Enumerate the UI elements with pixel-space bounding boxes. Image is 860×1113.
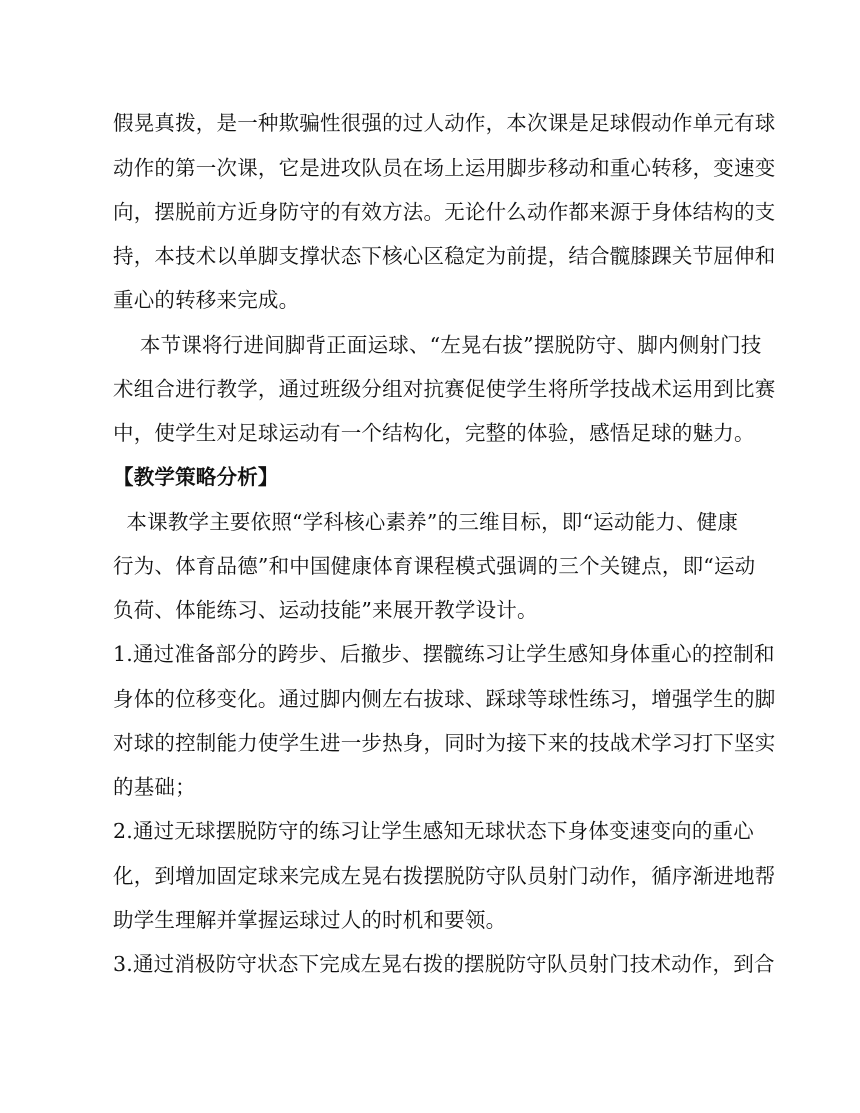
paragraph-line: 向，摆脱前方近身防守的有效方法。无论什么动作都来源于身体结构的支 [113,200,776,224]
paragraph-line: 动作的第一次课，它是进攻队员在场上运用脚步移动和重心转移，变速变 [113,156,776,180]
list-item-line: 身体的位移变化。通过脚内侧左右拔球、踩球等球性练习，增强学生的脚 [113,687,776,711]
paragraph-line: 本节课将行进间脚背正面运球、“左晃右拔”摆脱防守、脚内侧射门技 [113,333,762,357]
list-item-line: 对球的控制能力使学生进一步热身，同时为接下来的技战术学习打下坚实 [113,731,776,755]
paragraph-line: 本课教学主要依照“学科核心素养”的三维目标，即“运动能力、健康 [113,510,739,534]
list-item-line: 助学生理解并掌握运球过人的时机和要领。 [113,908,507,932]
list-item-line: 1.通过准备部分的跨步、后撤步、摆髋练习让学生感知身体重心的控制和 [113,642,775,666]
paragraph-line: 术组合进行教学，通过班级分组对抗赛促使学生将所学技战术运用到比赛 [113,377,776,401]
section-heading: 【教学策略分析】 [113,465,279,489]
paragraph-line: 重心的转移来完成。 [113,288,300,312]
list-item-line: 3.通过消极防守状态下完成左晃右拨的摆脱防守队员射门技术动作，到合 [113,952,775,976]
paragraph-line: 行为、体育品德”和中国健康体育课程模式强调的三个关键点，即“运动 [113,554,756,578]
list-item-line: 2.通过无球摆脱防守的练习让学生感知无球状态下身体变速变向的重心 [113,819,754,843]
list-item-line: 的基础； [113,775,196,799]
paragraph-line: 中，使学生对足球运动有一个结构化，完整的体验，感悟足球的魅力。 [113,421,755,445]
paragraph-line: 假晃真拨，是一种欺骗性很强的过人动作，本次课是足球假动作单元有球 [113,111,776,135]
paragraph-line: 持，本技术以单脚支撑状态下核心区稳定为前提，结合髋膝踝关节屈伸和 [113,244,776,268]
list-item-line: 化，到增加固定球来完成左晃右拨摆脱防守队员射门动作，循序渐进地帮 [113,864,776,888]
paragraph-line: 负荷、体能练习、运动技能”来展开教学设计。 [113,598,538,622]
